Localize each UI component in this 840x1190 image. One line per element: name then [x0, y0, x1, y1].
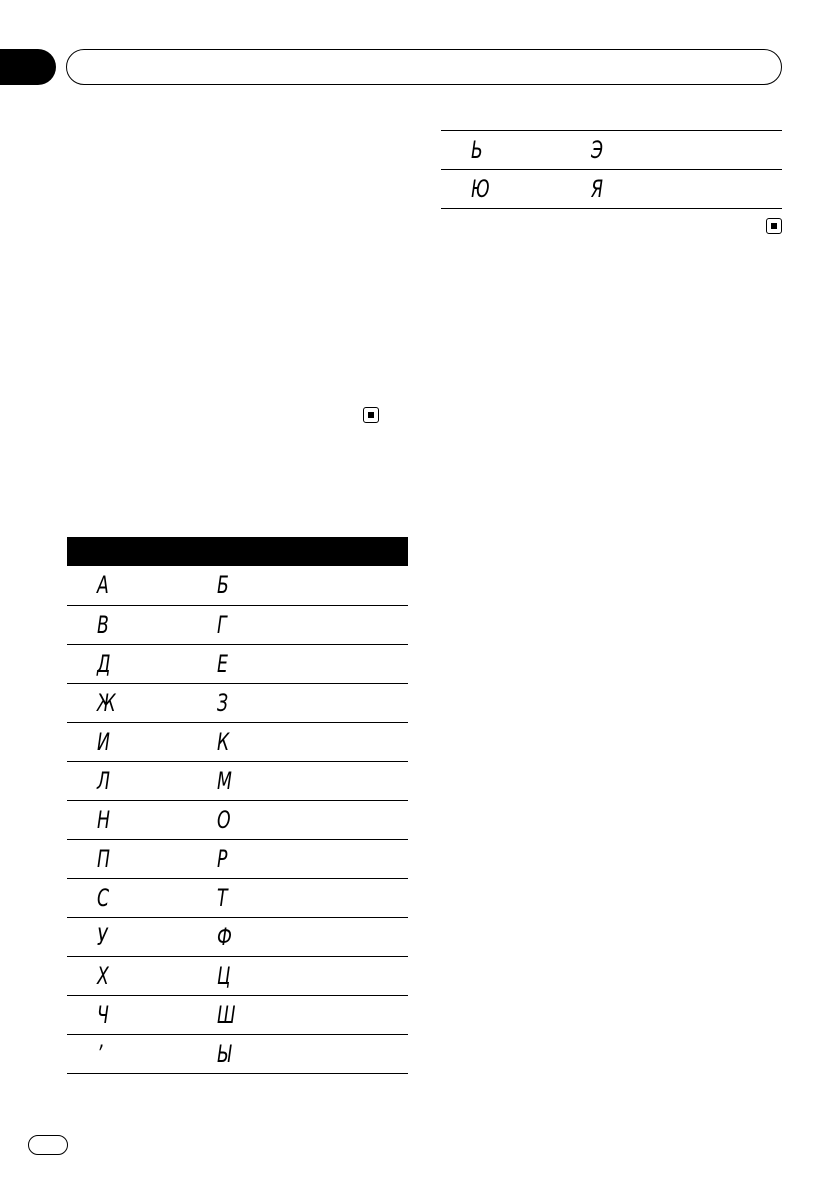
lcd-character: С	[97, 883, 110, 912]
table-cell	[441, 131, 591, 170]
lcd-character: Х	[97, 961, 109, 990]
table-row	[67, 800, 408, 839]
lcd-character: Н	[97, 805, 110, 834]
lcd-character: В	[97, 610, 109, 639]
table-row	[67, 722, 408, 761]
table-cell	[67, 800, 217, 839]
table-row	[441, 131, 782, 170]
table-cell	[217, 722, 408, 761]
table-cell	[67, 1034, 217, 1073]
table-cell	[67, 917, 217, 956]
lcd-character: Э	[591, 136, 604, 164]
table-cell	[67, 644, 217, 683]
table-row	[67, 761, 408, 800]
table-row	[441, 170, 782, 209]
lcd-character: Ы	[217, 1039, 232, 1068]
lcd-character: Ш	[217, 1000, 236, 1029]
table-cell	[217, 800, 408, 839]
lcd-character: Г	[217, 610, 227, 639]
table-row	[67, 644, 408, 683]
lcd-character: ’	[97, 1039, 103, 1068]
table-cell	[67, 878, 217, 917]
lcd-character: И	[97, 727, 110, 756]
lcd-character: З	[217, 688, 229, 717]
table-row	[67, 995, 408, 1034]
lcd-character: Ж	[97, 688, 116, 717]
table-cell	[217, 839, 408, 878]
lcd-character: Р	[217, 844, 228, 873]
table-cell	[217, 683, 408, 722]
lcd-character: М	[217, 766, 232, 795]
table-row	[67, 839, 408, 878]
lcd-character: Я	[591, 175, 604, 203]
page-number-badge	[28, 1135, 68, 1155]
table-header-row	[67, 537, 408, 566]
chapter-tab	[0, 49, 56, 85]
lcd-character: Ь	[471, 136, 483, 164]
lcd-character: Ч	[97, 1000, 109, 1029]
lcd-character: О	[217, 805, 231, 834]
lcd-character: Ф	[217, 922, 232, 951]
table-row	[67, 605, 408, 644]
table-cell	[217, 605, 408, 644]
table-cell	[591, 131, 782, 170]
table-cell	[217, 917, 408, 956]
table-row	[67, 878, 408, 917]
lcd-character: У	[97, 922, 108, 951]
lcd-character: Л	[97, 766, 110, 795]
table-cell	[67, 761, 217, 800]
lcd-character: Т	[217, 883, 228, 912]
table-row	[67, 566, 408, 605]
table-row	[67, 956, 408, 995]
table-cell	[591, 170, 782, 209]
table-cell	[217, 761, 408, 800]
table-cell	[217, 995, 408, 1034]
table-cell	[217, 1034, 408, 1073]
end-of-section-icon	[363, 407, 379, 423]
lcd-character: Б	[217, 571, 229, 600]
lcd-character: А	[97, 571, 109, 600]
table-cell	[67, 566, 217, 605]
lcd-character: П	[97, 844, 110, 873]
end-of-section-icon	[766, 218, 782, 234]
table-row	[67, 1034, 408, 1073]
table-cell	[217, 566, 408, 605]
table-row	[67, 917, 408, 956]
lcd-character: Е	[217, 649, 228, 678]
table-cell	[217, 644, 408, 683]
lcd-character: К	[217, 727, 230, 756]
character-table-left	[67, 537, 408, 1074]
table-row	[67, 683, 408, 722]
table-cell	[67, 995, 217, 1034]
table-cell	[67, 956, 217, 995]
table-cell	[67, 605, 217, 644]
lcd-character: Д	[97, 649, 111, 678]
character-table-right	[441, 130, 782, 209]
table-cell	[441, 170, 591, 209]
lcd-character: Ц	[217, 961, 231, 990]
table-cell	[67, 683, 217, 722]
lcd-character: Ю	[471, 175, 490, 203]
table-cell	[217, 878, 408, 917]
table-cell	[67, 722, 217, 761]
table-cell	[67, 839, 217, 878]
table-cell	[217, 956, 408, 995]
header-bar	[66, 49, 782, 85]
